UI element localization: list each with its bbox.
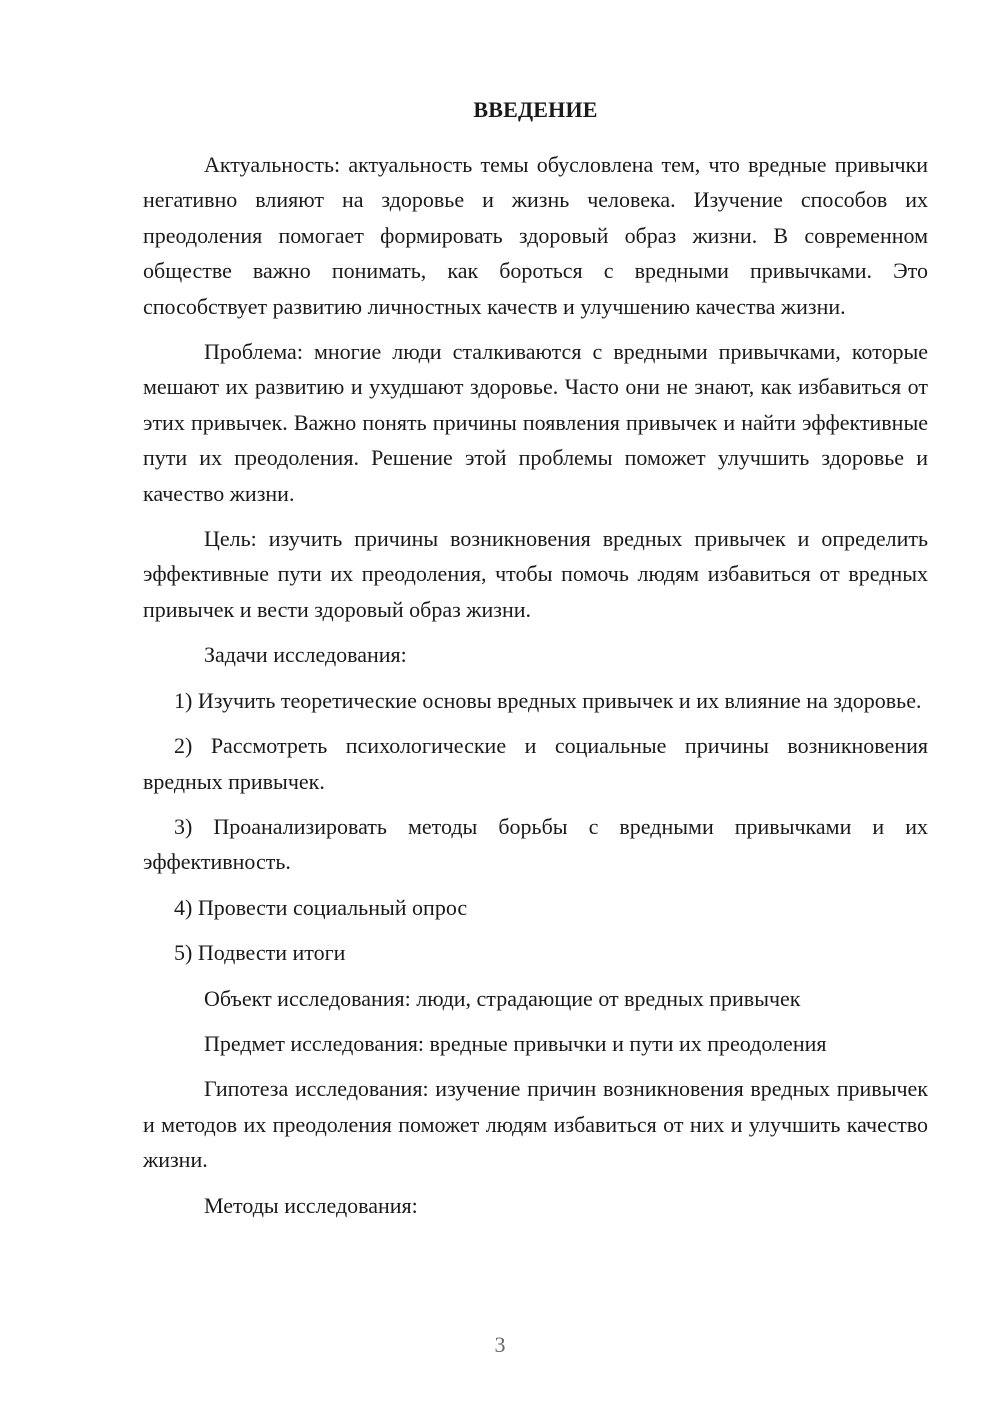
page-number: 3: [494, 1332, 506, 1357]
task-item-3: 3) Проанализировать методы борьбы с вредными привычками и их эффективность.: [143, 813, 928, 875]
object-paragraph: Объект исследования: люди, страдающие от вредных привычек: [204, 985, 801, 1011]
task-item-1: 1) Изучить теоретические основы вредных привычек и их влияние на здоровье.: [174, 687, 922, 713]
methods-heading: Методы исследования:: [204, 1192, 418, 1218]
task-item-5: 5) Подвести итоги: [174, 940, 346, 966]
subject-paragraph: Предмет исследования: вредные привычки и пути их преодоления: [204, 1030, 827, 1056]
relevance-paragraph: Актуальность: актуальность темы обусловлена тем, что вредные привычки негативно влияют на здоровье и жизнь человека. Изучение способов их преодоления помогает формировать здоровый образ жизни. В современном обществе важно понимать, как бороться с вредными привычками. Это способствует развитию личностных качеств и улучшению качества жизни.: [143, 152, 928, 319]
document-body: [143, 92, 928, 1223]
task-item-2: 2) Рассмотреть психологические и социальные причины возникновения вредных привычек.: [143, 733, 928, 794]
goal-paragraph: Цель: изучить причины возникновения вредных привычек и определить эффективные пути их преодоления, чтобы помочь людям избавиться от вредных привычек и вести здоровый образ жизни.: [143, 526, 928, 622]
tasks-heading: Задачи исследования:: [204, 642, 407, 668]
task-item-4: 4) Провести социальный опрос: [174, 894, 468, 920]
hypothesis-paragraph: Гипотеза исследования: изучение причин возникновения вредных привычек и методов их преодоления поможет людям избавиться от них и улучшить качество жизни.: [143, 1076, 928, 1173]
problem-paragraph: Проблема: многие люди сталкиваются с вредными привычками, которые мешают их развитию и ухудшают здоровье. Часто они не знают, как избавиться от этих привычек. Важно понять причины появления привычек и найти эффективные пути их преодоления. Решение этой проблемы поможет улучшить здоровье и качество жизни.: [143, 339, 928, 506]
page-title: ВВЕДЕНИЕ: [473, 97, 598, 122]
